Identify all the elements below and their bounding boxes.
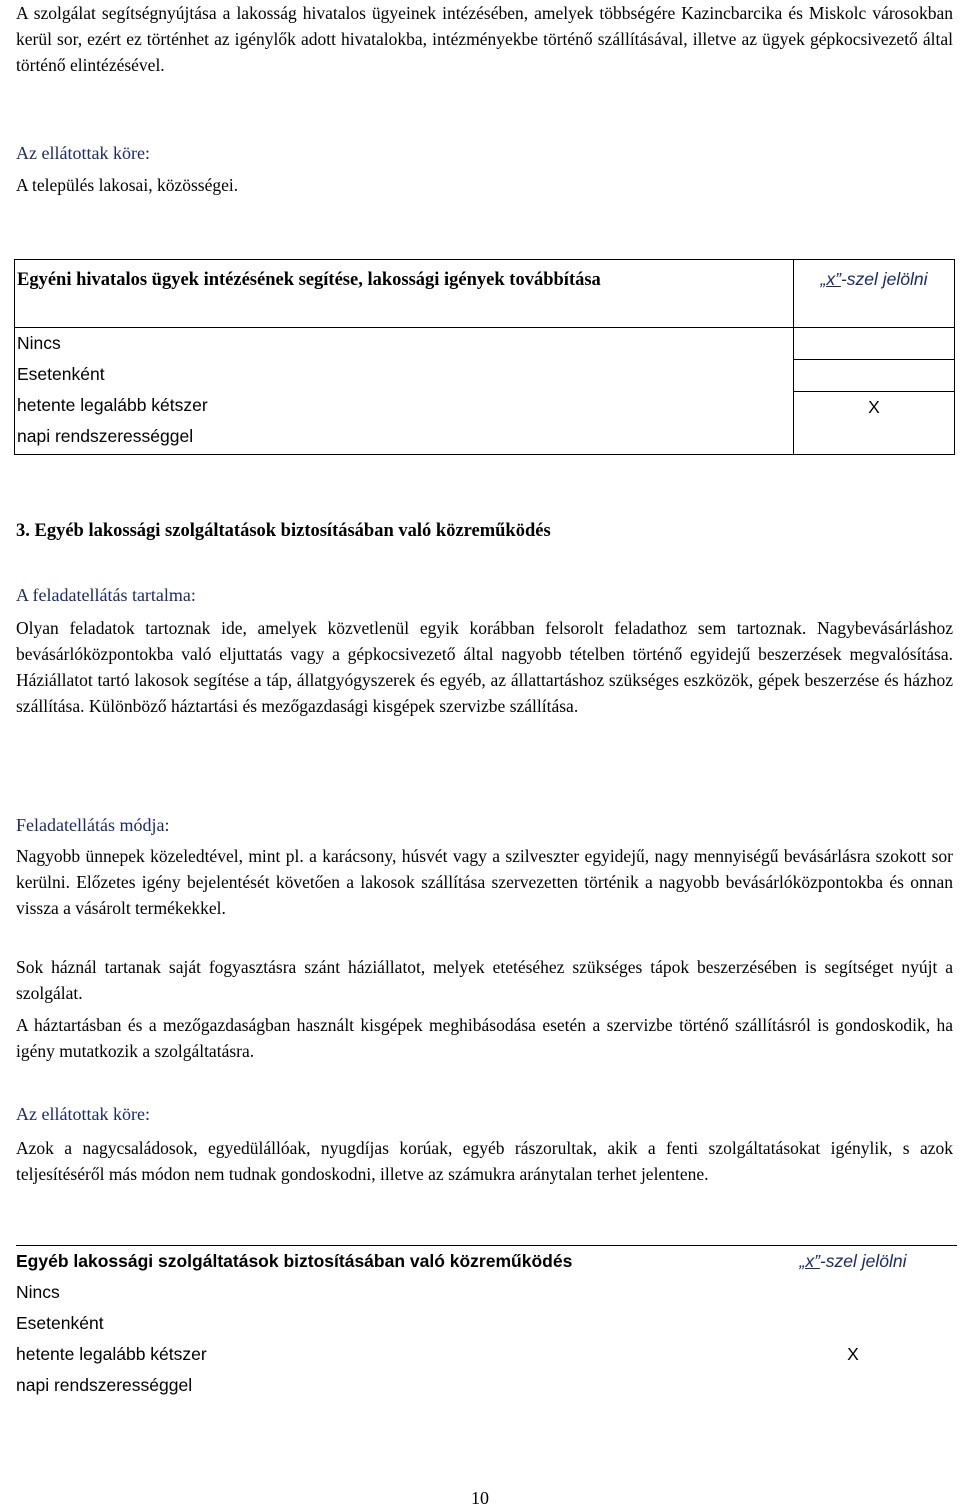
table2-row-mark: X [847,1344,859,1364]
table1-mark-prefix: „x” [820,269,841,289]
table1-title-cell [15,260,794,328]
table1-mark-header [794,260,955,328]
table1-options-cell [15,328,794,455]
table1-row-mark: X [868,397,880,417]
table2-row-label: Esetenként [16,1313,104,1333]
mode-paragraph-2: Sok háznál tartanak saját fogyasztásra szánt háziállatot, melyek etetéséhez szükséges tápok beszerzésében is segítséget nyújt a szolgálat. [16,957,953,1003]
table2-row-label: hetente legalább kétszer [16,1344,207,1364]
served-paragraph-2: Azok a nagycsaládosok, egyedülállóak, nyugdíjas korúak, egyéb rászorultak, akik a fenti szolgáltatásokat igénylik, s azok teljesítéséről más módon nem tudnak gondoskodni, illetve az számukra aránytalan terhet jelentene. [16,1138,953,1184]
content-label: A feladatellátás tartalma: [16,585,196,605]
content-paragraph: Olyan feladatok tartoznak ide, amelyek közvetlenül egyik korábban felsorolt feladathoz sem tartoznak. Nagybevásárláshoz bevásárlóközpontokba való eljuttatás vagy a gépkocsivezető által nagyobb tételben történő egyidejű beszerzések megvalósítása. Háziállatot tartó lakosok segítése a táp, állatgyógyszerek és egyéb, az állattartáshoz szükséges eszközök, gépek beszerzése és házhoz szállítása. Különböző háztartási és mezőgazdasági kisgépek szervizbe szállítása. [16,618,953,716]
table1-row-label: Nincs [17,333,61,353]
frequency-table-1 [14,259,955,455]
intro-paragraph: A szolgálat segítségnyújtása a lakosság hivatalos ügyeinek intézésében, amelyek többségére Kazincbarcika és Miskolc városokban kerül sor, ezért ez történhet az igénylők adott hivatalokba, intézményekbe történő szállításával, illetve az ügyek gépkocsivezető által történő elintézésével. [16,3,953,75]
table2-mark-suffix: -szel jelölni [819,1251,907,1271]
mode-paragraph-3: A háztartásban és a mezőgazdaságban használt kisgépek meghibásodása esetén a szervizbe történő szállításról is gondoskodik, ha igény mutatkozik a szolgáltatásra. [16,1015,953,1061]
served-text: A település lakosai, közösségei. [16,175,239,195]
page-number: 10 [471,1488,489,1508]
table1-marks-cell [794,328,955,455]
table1-row-label: hetente legalább kétszer [17,395,208,415]
table1-row-label: napi rendszerességgel [17,426,194,446]
table2-row-label: Nincs [16,1282,60,1302]
table2-row-label: napi rendszerességgel [16,1375,193,1395]
table1-row-label: Esetenként [17,364,105,384]
mode-paragraph-1: Nagyobb ünnepek közeledtével, mint pl. a karácsony, húsvét vagy a szilveszter egyidejű, nagy mennyiségű bevásárlásra szokott sor kerülni. Előzetes igény bejelentését követően a lakosok szállítása szervezetten történik a nagyobb bevásárlóközpontokba és onnan vissza a vásárolt termékekkel. [16,846,953,918]
section3-heading: 3. Egyéb lakossági szolgáltatások biztosításában való közreműködés [16,521,551,541]
frequency-table-2 [16,1245,957,1401]
table2-title: Egyéb lakossági szolgáltatások biztosításában való közreműködés [16,1251,573,1271]
table1-title: Egyéni hivatalos ügyek intézésének segítése, lakossági igények továbbítása [17,270,601,290]
table2-mark-prefix: „x” [799,1251,820,1271]
served-label: Az ellátottak köre: [16,143,150,163]
mode-label: Feladatellátás módja: [16,815,170,835]
served-label-2: Az ellátottak köre: [16,1104,150,1124]
table1-mark-suffix: -szel jelölni [840,269,928,289]
